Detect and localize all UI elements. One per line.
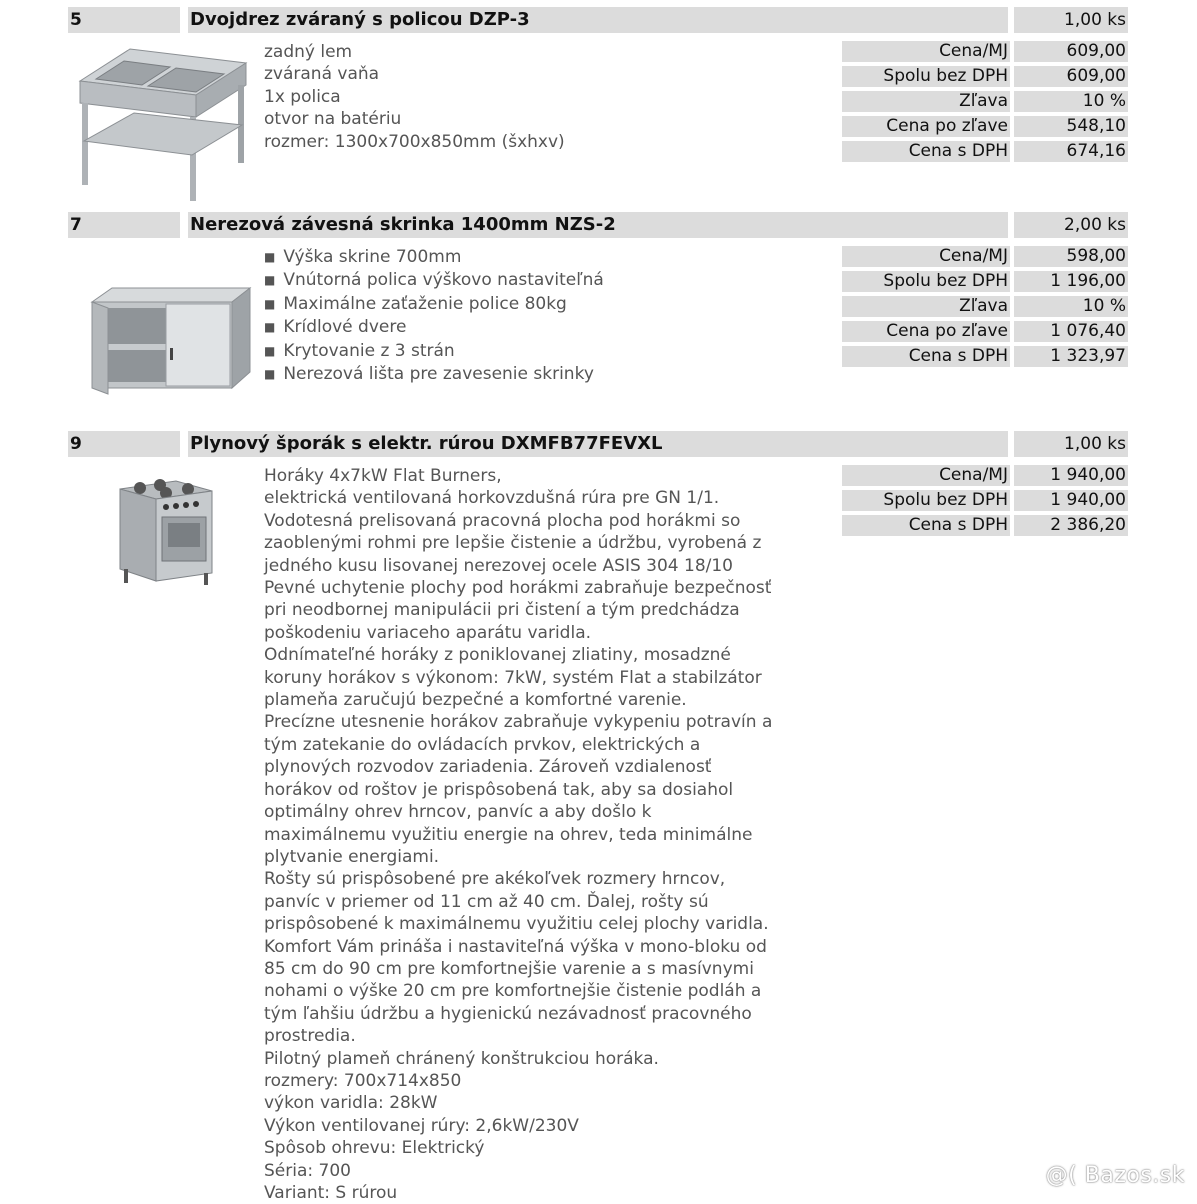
price-label: Spolu bez DPH <box>842 490 1010 511</box>
description-line: nohami o výške 20 cm pre komfortnejšie čistenie podláh a <box>264 981 762 1002</box>
price-value: 598,00 <box>1014 246 1128 267</box>
description-line: Precízne utesnenie horákov zabraňuje vykypeniu potravín a <box>264 712 773 733</box>
bullet-item: ■ Nerezová lišta pre zavesenie skrinky <box>264 363 844 386</box>
description-line: otvor na batériu <box>264 109 402 130</box>
description-line: Výkon ventilovanej rúry: 2,6kW/230V <box>264 1115 579 1136</box>
description-line: plytvanie energiami. <box>264 846 440 867</box>
price-value: 674,16 <box>1014 141 1128 162</box>
price-value: 2 386,20 <box>1014 515 1128 536</box>
description-line: 85 cm do 90 cm pre komfortnejšie varenie a s masívnymi <box>264 958 754 979</box>
item-description <box>264 41 844 153</box>
description-line: panvíc v priemer od 11 cm až 40 cm. Ďalej, rošty sú <box>264 891 709 912</box>
description-line: tým ľahšiu údržbu a hygienickú nezávadnosť pracovného <box>264 1003 752 1024</box>
description-line: Vodotesná prelisovaná pracovná plocha pod horákmi so <box>264 510 741 531</box>
description-line: zaoblenými rohmi pre lepšie čistenie a údržbu, vyrobená z <box>264 533 762 554</box>
item-quantity: 1,00 ks <box>1014 7 1128 33</box>
description-line: Variant: S rúrou <box>264 1183 398 1203</box>
description-line: rozmery: 700x714x850 <box>264 1070 462 1091</box>
price-value: 10 % <box>1014 296 1128 317</box>
description-line: koruny horákov s výkonom: 7kW, systém Flat a stabilzátor <box>264 667 762 688</box>
description-line: zadný lem <box>264 42 353 62</box>
description-line: výkon varidla: 28kW <box>264 1093 438 1114</box>
price-value: 1 323,97 <box>1014 346 1128 367</box>
price-label: Zľava <box>842 296 1010 317</box>
description-line: tým zatekanie do ovládacích prvkov, elektrických a <box>264 734 701 755</box>
price-label: Cena/MJ <box>842 246 1010 267</box>
gas-stove-image <box>116 469 216 587</box>
price-label: Cena po zľave <box>842 321 1010 342</box>
description-line: Odnímateľné horáky z poniklovanej zliatiny, mosadzné <box>264 645 731 666</box>
price-value: 1 076,40 <box>1014 321 1128 342</box>
description-line: 1x polica <box>264 86 341 107</box>
bullet-item: ■ Krídlové dvere <box>264 316 844 339</box>
item-quantity: 2,00 ks <box>1014 212 1128 238</box>
description-line: optimálny ohrev hrncov, panvíc a aby došlo k <box>264 802 652 823</box>
description-line: Rošty sú prispôsobené pre akékoľvek rozmery hrncov, <box>264 869 726 890</box>
description-line: maximálnemu využitiu energie na ohrev, teda minimálne <box>264 824 753 845</box>
description-line: poškodeniu variaceho aparátu varidla. <box>264 622 592 643</box>
description-line: Séria: 700 <box>264 1160 351 1181</box>
description-line: rozmer: 1300x700x850mm (šxhxv) <box>264 131 565 152</box>
price-value: 609,00 <box>1014 41 1128 62</box>
description-line: Spôsob ohrevu: Elektrický <box>264 1138 485 1159</box>
description-line: jedného kusu lisovanej nerezovej ocele ASIS 304 18/10 <box>264 555 734 576</box>
price-label: Cena s DPH <box>842 515 1010 536</box>
description-line: Horáky 4x7kW Flat Burners, <box>264 466 502 486</box>
price-label: Cena/MJ <box>842 465 1010 486</box>
description-line: plameňa zaručujú bezpečné a komfortné varenie. <box>264 690 687 711</box>
price-label: Zľava <box>842 91 1010 112</box>
price-label: Cena/MJ <box>842 41 1010 62</box>
price-label: Cena s DPH <box>842 141 1010 162</box>
price-value: 10 % <box>1014 91 1128 112</box>
description-line: Komfort Vám prináša i nastaviteľná výška v mono-bloku od <box>264 936 767 957</box>
description-line: Pilotný plameň chránený konštrukciou horáka. <box>264 1048 659 1069</box>
bullet-item: ■ Výška skrine 700mm <box>264 246 844 269</box>
description-line: Pevné uchytenie plochy pod horákmi zabraňuje bezpečnosť <box>264 578 772 599</box>
price-label: Spolu bez DPH <box>842 271 1010 292</box>
item-bullets <box>264 246 844 386</box>
bullet-list <box>264 246 844 386</box>
item-title: Dvojdrez zváraný s policou DZP-3 <box>188 7 1008 33</box>
price-label: Cena s DPH <box>842 346 1010 367</box>
item-number: 7 <box>68 212 180 238</box>
price-value: 548,10 <box>1014 116 1128 137</box>
price-label: Cena po zľave <box>842 116 1010 137</box>
description-line: elektrická ventilovaná horkovzdušná rúra pre GN 1/1. <box>264 488 720 509</box>
price-label: Spolu bez DPH <box>842 66 1010 87</box>
bullet-item: ■ Maximálne zaťaženie police 80kg <box>264 293 844 316</box>
description-line: plynových rozvodov zariadenia. Zároveň vzdialenosť <box>264 757 712 778</box>
bullet-item: ■ Krytovanie z 3 strán <box>264 340 844 363</box>
bullet-item: ■ Vnútorná polica výškovo nastaviteľná <box>264 269 844 292</box>
item-title: Plynový šporák s elektr. rúrou DXMFB77FEVXL <box>188 431 1008 457</box>
sink-table-image <box>78 45 248 205</box>
item-number: 5 <box>68 7 180 33</box>
watermark: @( Bazos.sk <box>1045 1163 1185 1188</box>
price-value: 1 940,00 <box>1014 465 1128 486</box>
item-number: 9 <box>68 431 180 457</box>
description-line: horákov od roštov je prispôsobená tak, aby sa dosiahol <box>264 779 734 800</box>
price-value: 1 196,00 <box>1014 271 1128 292</box>
price-value: 609,00 <box>1014 66 1128 87</box>
wall-cabinet-image <box>82 272 252 402</box>
description-line: zváraná vaňa <box>264 64 380 85</box>
item-description <box>264 465 844 1204</box>
item-title: Nerezová závesná skrinka 1400mm NZS-2 <box>188 212 1008 238</box>
description-line: prostredia. <box>264 1026 356 1047</box>
price-value: 1 940,00 <box>1014 490 1128 511</box>
description-line: pri neodbornej manipulácii pri čistení a tým predchádza <box>264 600 740 621</box>
description-line: prispôsobené k maximálnemu využitiu celej plochy varidla. <box>264 914 769 935</box>
item-quantity: 1,00 ks <box>1014 431 1128 457</box>
